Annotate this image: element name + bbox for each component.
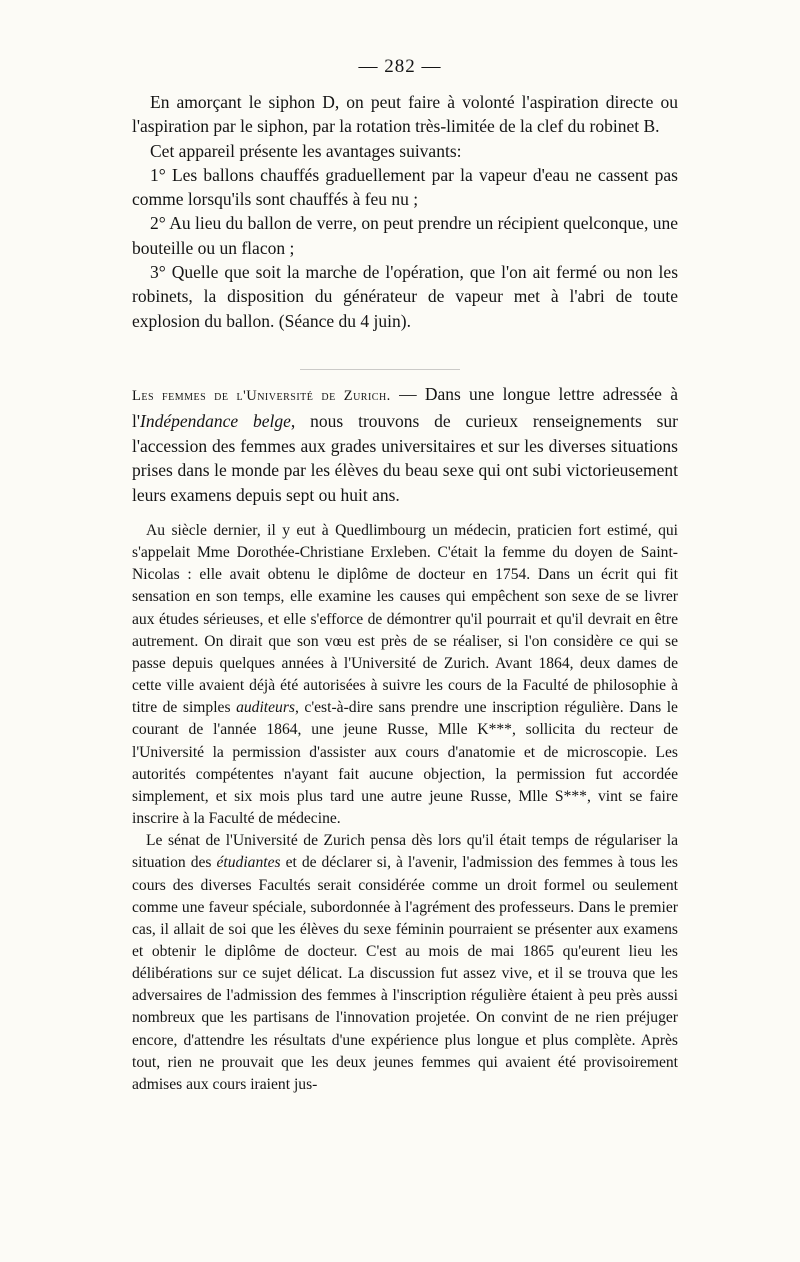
body-p2-text-b: et de déclarer si, à l'avenir, l'admission des femmes à tous les cours des diverses Facultés serait considérée comme un droit formel ou seulement comme une faveur spéciale, subordonnée à l'agrément des professeurs. Dans le premier cas, il allait de soi que les élèves du sexe féminin pourraient se présenter aux examens et obtenir le diplôme de docteur. C'est au mois de mai 1865 qu'eurent lieu les délibérations sur ce sujet délicat. La discussion fut assez vive, et il se trouva que les adversaires de l'admission des femmes à l'inscription régulière étaient à peu près aussi nombreux que les partisans de l'innovation projetée. On convint de ne rien préjuger encore, d'attendre les résultats d'une expérience plus longue et plus complète. Après tout, rien ne prouvait que les deux jeunes femmes qui avaient été provisoirement admises aux cours iraient jus- [132, 854, 679, 1093]
intro-item-1: 1° Les ballons chauffés graduellement par la vapeur d'eau ne cassent pas comme lorsqu'ils sont chauffés à feu nu ; [132, 164, 678, 210]
page-number: — 282 — [358, 56, 442, 77]
article-lead-paragraph [132, 382, 678, 508]
body-p1-text-a: Au siècle dernier, il y eut à Quedlimbourg un médecin, praticien fort estimé, qui s'appelait Mme Dorothée-Christiane Erxleben. C'était la femme du doyen de Saint-Nicolas : elle avait obtenu le diplôme de docteur en 1754. Dans un écrit qui fit sensation en son temps, elle examine les causes qui empêchent son sexe de se livrer aux études sérieuses, et elle s'efforce de démontrer qu'il pourrait et qu'il devrait en être autrement. On dirait que son vœu est près de se réaliser, si l'on considère ce qui se passe depuis quelques années à l'Université de Zurich. Avant 1864, deux dames de cette ville avaient déjà été autorisées à suivre les cours de la Faculté de philosophie à titre de simples [132, 522, 678, 717]
intro-item-2: 2° Au lieu du ballon de verre, on peut prendre un récipient quelconque, une bouteille ou un flacon ; [132, 213, 678, 258]
article-lead [132, 382, 678, 508]
intro-paragraph-avantages: Cet appareil présente les avantages suivants: [150, 140, 462, 161]
section-divider [300, 369, 460, 370]
intro-paragraph-siphon: En amorçant le siphon D, on peut faire à volonté l'aspiration directe ou l'aspiration par le siphon, par la rotation très-limitée de la clef du robinet B. [132, 92, 678, 137]
article-body [132, 520, 678, 1096]
intro-item-3: 3° Quelle que soit la marche de l'opération, que l'on ait fermé ou non les robinets, la disposition du générateur de vapeur met à l'abri de toute explosion du ballon. (Séance du 4 juin). [132, 262, 678, 331]
article-lead-text-b: , nous trouvons de curieux renseignements sur l'accession des femmes aux grades universitaires et sur les diverses situations prises dans le monde par les élèves du beau sexe qui ont subi victorieusement leurs examens depuis sept ou huit ans. [132, 410, 678, 506]
body-p2-text-a: Le sénat de l'Université de Zurich pensa dès lors qu'il était temps de régulariser la situation des [132, 832, 678, 872]
body-paragraph-1 [132, 520, 678, 830]
body-p2-emphasis: étudiantes [216, 854, 281, 872]
body-p1-text-b: , c'est-à-dire sans prendre une inscription régulière. Dans le courant de l'année 1864, une jeune Russe, Mlle K***, sollicita du recteur de l'Université la permission d'assister aux cours d'anatomie et de microscopie. Les autorités compétentes n'ayant fait aucune objection, la permission fut accordée simplement, et six mois plus tard une autre jeune Russe, Mlle S***, vint se faire inscrire à la Faculté de médecine. [132, 699, 678, 828]
body-paragraph-2 [132, 830, 678, 1096]
article-heading: Les femmes de l'Université de Zurich. [132, 388, 391, 404]
body-p1-emphasis: auditeurs [236, 699, 295, 717]
article-lead-text-a: — Dans une longue lettre adressée à l' [132, 384, 678, 431]
article-lead-newspaper: Indépendance belge [140, 410, 291, 431]
intro-section [132, 90, 678, 333]
